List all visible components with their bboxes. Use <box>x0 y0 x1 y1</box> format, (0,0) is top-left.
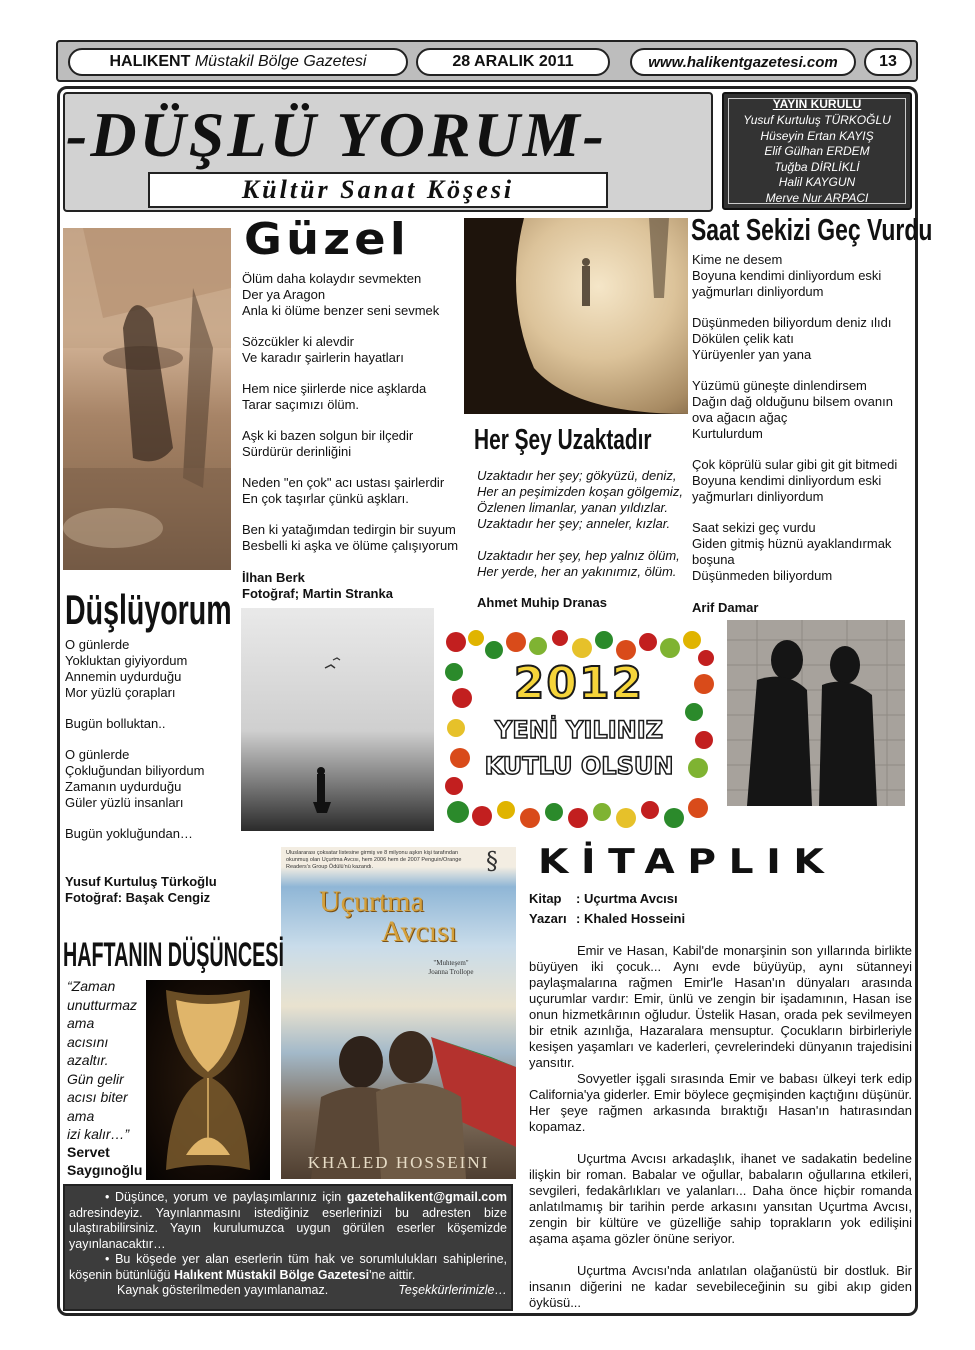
board-member: Halil KAYGUN <box>778 175 856 189</box>
website-link[interactable]: www.halikentgazetesi.com <box>648 53 838 71</box>
poem-stanza: O günlerde Çokluğundan biliyordum Zamanın uydurduğu Güler yüzlü insanları <box>65 747 205 810</box>
poem-guzel-author: İlhan Berk <box>242 570 305 585</box>
book-cover-title-line2: Avcısı <box>381 915 458 948</box>
poem-guzel-body <box>242 271 462 602</box>
rain-street-photo <box>63 228 231 570</box>
notice-paragraph-2 <box>69 1252 507 1283</box>
book-cover-blurb: "Muhteşem" Joanna Trollope <box>428 959 474 976</box>
date-pill <box>416 48 610 76</box>
library-heading: KİTAPLIK <box>538 842 837 882</box>
review-paragraph: Uçurtma Avcısı arkadaşlık, ihanet ve sadakatin bedeline ilişkin bir roman. Babalar ve oğullar, babaların oğullarına etkileri, sevgileri, fedakârlıkları ve yalanları... Daha önce hiçbir romanda anlatılmamış bir tarihin perde arkasını yansıtan Uçurtma Avcısı, zengin bir kültüre ve güzelliğe sahip toprakların yok edilişini aşama aşama gözler önüne seriyor. <box>529 1151 912 1246</box>
review-paragraph: Sovyetler işgali sırasında Emir ve babası ülkeyi terk edip California'ya giderler. Emir böylece geçmişinden kaçtığını düşünür. Her şeye rağmen arkasında bıraktığı Hasan'ın hatırasından kopamaz. <box>529 1071 912 1134</box>
paper-name-pill <box>68 48 408 76</box>
notice-box <box>63 1184 513 1311</box>
notice-paper-name: Halıkent Müstakil Bölge Gazetesi <box>173 1267 370 1282</box>
poem-dusluyorum-author: Yusuf Kurtuluş Türkoğlu <box>65 874 217 889</box>
poem-stanza: Aşk ki bazen solgun bir ilçedir Sürdürür derinliğini <box>242 428 414 459</box>
new-year-line2: KUTLU OLSUN <box>484 752 674 780</box>
poem-saat-title: Saat Sekizi Geç Vurdu <box>691 212 933 247</box>
notice-paragraph-1 <box>69 1190 507 1252</box>
notice-text: adresindeyiz. Yayınlanmasını istediğiniz eserlerinizi bu adresten bize ulaştırabilirsiniz. Yayın kurulumuzca uygun görülen eserler köşemizde yayınlanacaktır… <box>69 1205 507 1251</box>
book-cover-logo: § <box>486 847 498 875</box>
header-bar <box>56 40 918 82</box>
poem-stanza: Uzaktadır her şey; gökyüzü, deniz, Her an peşimizden koşan gölgemiz, Özlenen limanlar, yanan yıldızlar. Uzaktadır her şey; anneler, kızlar. <box>477 468 683 531</box>
paper-subtitle: Müstakil Bölge Gazetesi <box>194 53 367 70</box>
thought-quote: “Zaman unutturmaz ama acısını azaltır. Gün gelir acısı biter ama izi kalır…” <box>67 978 138 1142</box>
notice-thanks: Teşekkürlerimizle… <box>398 1283 507 1297</box>
poem-stanza: Sözcükler ki alevdir Ve karadır şairlerin hayatları <box>242 334 404 365</box>
poem-uzak-title: Her Şey Uzaktadır <box>474 424 652 456</box>
paper-name: HALIKENT <box>109 53 191 70</box>
book-cover-boys-illustration <box>281 997 516 1179</box>
contact-email-link[interactable]: gazetehalikent@gmail.com <box>346 1190 507 1204</box>
poem-saat-author: Arif Damar <box>692 600 759 615</box>
board-member: Elif Gülhan ERDEM <box>764 144 870 158</box>
book-cover-title-line1: Uçurtma <box>319 885 424 918</box>
poem-stanza: Saat sekizi geç vurdu Giden gitmiş hüznü ayaklandırmak boşuna Düşünmeden biliyordum <box>692 520 892 583</box>
poem-stanza: Hem nice şiirlerde nice aşklarda Tarar saçımızı ölüm. <box>242 381 427 412</box>
board-member: Merve Nur ARPACI <box>765 190 869 205</box>
new-year-year: 2012 <box>513 658 645 709</box>
book-cover-uçurtma-avcisi <box>281 847 516 1179</box>
review-paragraph: Uçurtma Avcısı'nda anlatılan olağanüstü bir dostluk. Bir insanın diğerini ne kadar sevebileceğinin su gibi akıp giden öyküsü... <box>529 1263 912 1310</box>
library-book-label: Kitap <box>529 891 562 906</box>
poem-dusluyorum-body <box>65 637 235 906</box>
poem-stanza: Kime ne desem Boyuna kendimi dinliyordum eski yağmurları dinliyordum <box>692 252 882 299</box>
poem-saat-body <box>692 252 912 616</box>
editorial-board-heading: YAYIN KURULU <box>772 97 862 111</box>
book-cover-top-text: Uluslararası çoksatar listesine girmiş ve 8 milyonu aşkın kişi tarafından okunmuş olan Uçurtma Avcısı, hem 2006 hem de 2007 Penguin/Orange Readers's Group Ödülü'nü kazandı. <box>286 850 462 870</box>
poem-guzel-photo-credit: Fotoğraf; Martin Stranka <box>242 586 393 601</box>
notice-footer <box>69 1283 507 1299</box>
notice-text: • Bu köşede yer alan eserlerin tüm hak ve sorumlulukları sahiplerine, köşenin bütünlüğü <box>69 1252 507 1282</box>
page-number: 13 <box>879 53 897 70</box>
new-year-line1: YENİ YILINIZ <box>494 716 664 744</box>
library-author-label: Yazarı <box>529 911 567 926</box>
library-book-value: : Uçurtma Avcısı <box>576 891 678 906</box>
section-subtitle: Kültür Sanat Köşesi <box>148 172 608 208</box>
notice-text: 'ne aittir. <box>369 1267 416 1282</box>
review-paragraph: Emir ve Hasan, Kabil'de monarşinin son yıllarında birlikte büyüyen iki çocuk... Aynı evde büyüyüp, aynı sütanneyi paylaşmalarına rağmen Emir'le Hasan'ın dünyaları arasında uçurumlar vardır: Emir, ünlü ve zengin bir işadamının, Hasan ise onun hizmetkârının oğludur. Üstelik Hasan, orada pek sevilmeyen bir etnik azınlığa, Hazaralara mensuptur. Çocukların birbirleriyle kesişen yaşamları ve kaderleri, çevrelerindeki dünyanın trajedisini yansıtır. <box>529 943 912 1070</box>
thought-author: Servet Saygınoğlu <box>67 1144 143 1178</box>
notice-copyright: Kaynak gösterilmeden yayımlanamaz. <box>117 1283 329 1297</box>
poem-stanza: Çok köprülü sular gibi git git bitmedi Boyuna kendimi dinliyordum eski yağmurları dinliyordum <box>692 457 898 504</box>
foggy-figure-photo <box>241 608 434 831</box>
notice-text: • Düşünce, yorum ve paylaşımlarınız için <box>105 1190 347 1204</box>
poem-stanza: Düşünmeden biliyordum deniz ılıdı Dökülen çelik katı Yürüyenler yan yana <box>692 315 892 362</box>
library-author-value: : Khaled Hosseini <box>576 911 686 926</box>
poem-stanza: Bugün yokluğundan… <box>65 826 193 841</box>
website-pill <box>630 48 856 76</box>
poem-stanza: Bugün bolluktan.. <box>65 716 166 731</box>
new-year-banner <box>442 628 716 828</box>
section-title: -DÜŞLÜ YORUM- <box>66 99 607 170</box>
poem-stanza: Yüzümü güneşte dinlendirsem Dağın dağ olduğunu bilsem ovanın ova ağacın ağaç Kurtulurdum <box>692 378 893 441</box>
misty-tree-photo <box>464 218 688 414</box>
board-member: Tuğba DİRLİKLİ <box>774 159 860 174</box>
poem-stanza: Uzaktadır her şey, hep yalnız ölüm, Her yerde, her an yakınımız, ölüm. <box>477 548 680 579</box>
poem-stanza: Ölüm daha kolaydır sevmekten Der ya Aragon Anla ki ölüme benzer seni sevmek <box>242 271 440 318</box>
poem-dusluyorum-photo-credit: Fotoğraf: Başak Cengiz <box>65 890 211 905</box>
shadows-photo <box>727 620 905 806</box>
book-cover-author: KHALED HOSSEINI <box>307 1153 490 1172</box>
poem-guzel-title: Güzel <box>244 214 410 265</box>
editorial-board-list <box>722 113 912 206</box>
poem-stanza: O günlerde Yokluktan giyiyordum Annemin uydurduğu Mor yüzlü çorapları <box>65 637 188 700</box>
hourglass-photo <box>146 980 270 1180</box>
poem-uzak-body <box>477 468 692 592</box>
poem-stanza: Neden "en çok" acı ustası şairlerdir En çok taşırlar çünkü aşkları. <box>242 475 445 506</box>
library-review <box>529 943 912 1311</box>
board-member: Hüseyin Ertan KAYIŞ <box>760 128 874 143</box>
issue-date: 28 ARALIK 2011 <box>452 53 574 70</box>
poem-uzak-author: Ahmet Muhip Dranas <box>477 595 608 610</box>
thought-heading: HAFTANIN DÜŞÜNCESİ <box>63 936 284 974</box>
board-member: Yusuf Kurtuluş TÜRKOĞLU <box>743 113 891 127</box>
poem-dusluyorum-title: Düşlüyorum <box>65 586 232 633</box>
poem-stanza: Ben ki yatağımdan tedirgin bir suyum Besbelli ki aşka ve ölüme çalışıyorum <box>242 522 459 553</box>
page-number-pill <box>864 48 912 76</box>
